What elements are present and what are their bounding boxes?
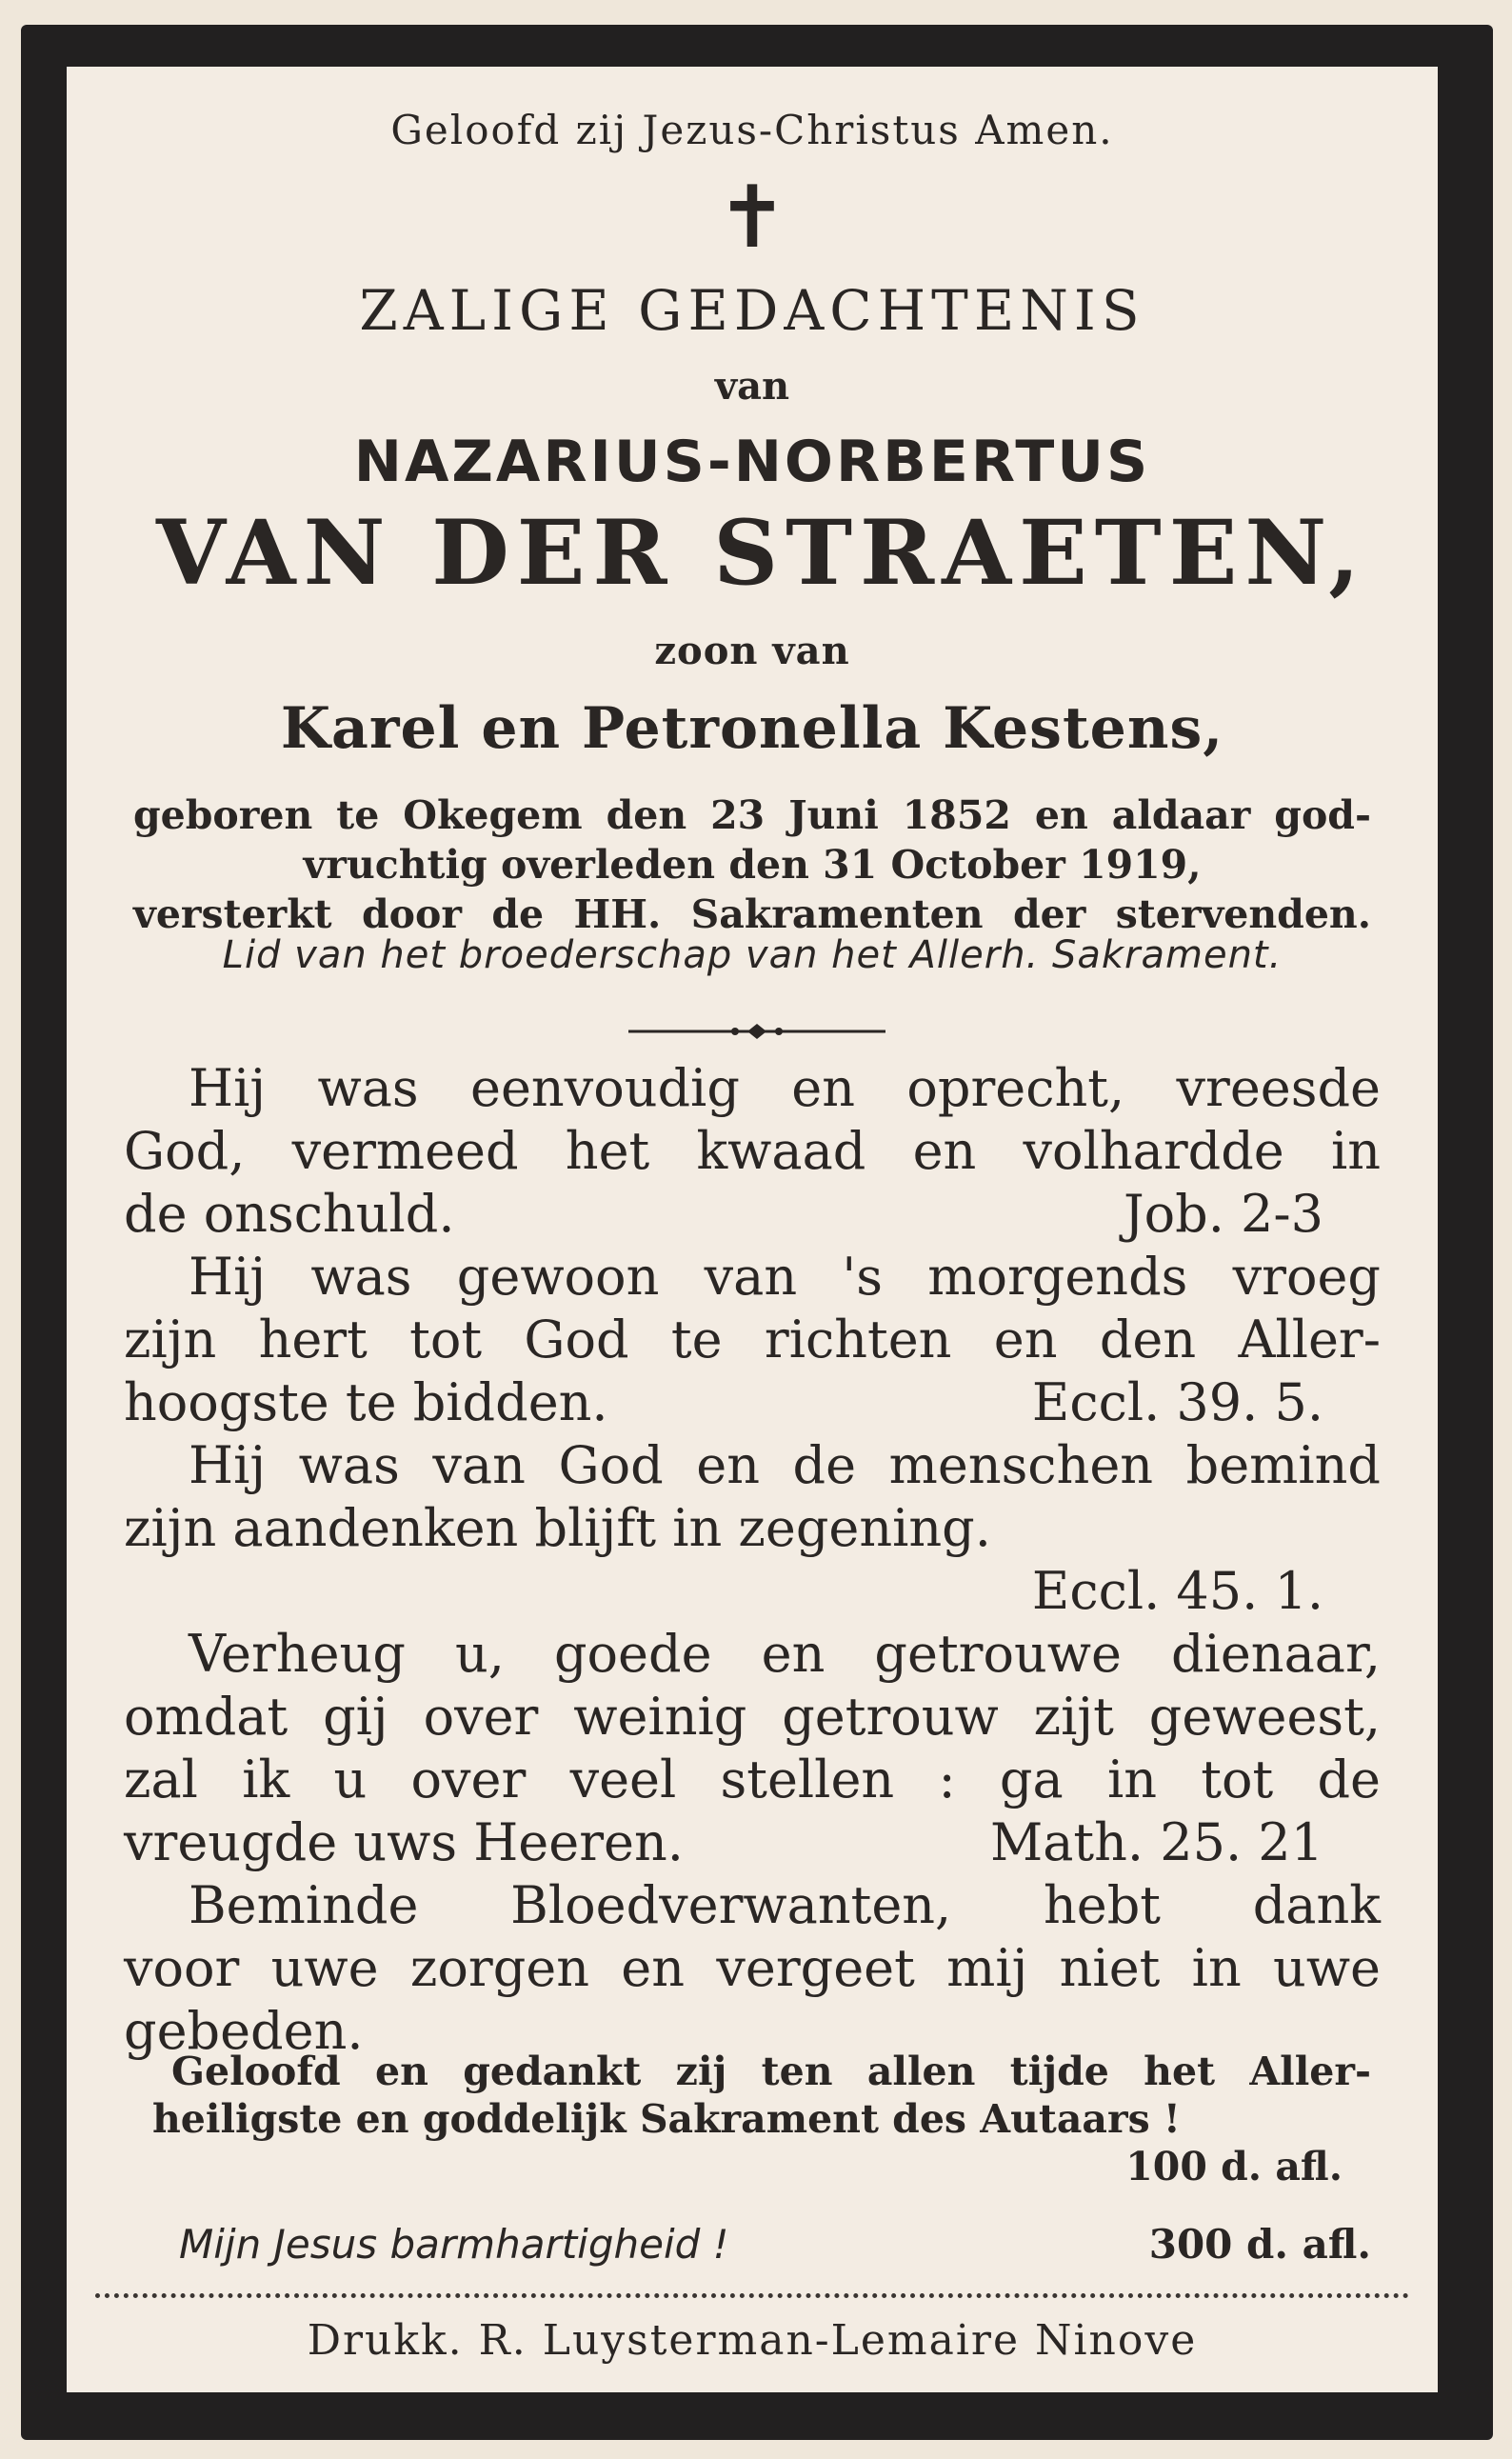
verse-line (124, 1183, 1381, 1246)
verse-line (124, 1623, 1381, 1686)
closing-line: Geloofd en gedankt zij ten allen tijde het Aller- (171, 2049, 1371, 2094)
verse-text: zijn hert tot God te richten en den Aller- (124, 1309, 1381, 1369)
mijn-jesus-prayer: Mijn Jesus barmhartigheid ! (179, 2221, 729, 2268)
indulgence-100: 100 d. afl. (1125, 2144, 1343, 2189)
verse-text: vreugde uws Heeren. (124, 1812, 684, 1872)
verse-text: de onschuld. (124, 1184, 455, 1244)
invocation: Geloofd zij Jezus-Christus Amen. (390, 107, 1114, 153)
verse-text: omdat gij over weinig getrouw zijt geweest, (124, 1687, 1381, 1747)
verse-text: Verheug u, goede en getrouwe dienaar, (189, 1624, 1381, 1684)
verse-line (124, 1811, 1381, 1874)
verse-line (124, 1246, 1381, 1309)
scripture-reference: Math. 25. 21 (989, 1812, 1323, 1872)
verse-line (124, 1371, 1381, 1434)
mijn-jesus-row (179, 2221, 1371, 2274)
verse-text: Hij was eenvoudig en oprecht, vreesde (189, 1058, 1381, 1118)
brotherhood-note: Lid van het broederschap van het Allerh. Sakrament. (222, 933, 1283, 977)
verse-text: zijn aandenken blijft in zegening. (124, 1498, 991, 1558)
verse-text: gebeden. (124, 2001, 364, 2061)
verse-text: Hij was van God en de menschen bemind (189, 1435, 1381, 1495)
van-label: van (714, 364, 790, 409)
memorial-card (67, 67, 1438, 2392)
verse-line (124, 1874, 1381, 1937)
verse-text: hoogste te bidden. (124, 1372, 608, 1432)
dotted-divider (95, 2293, 1409, 2298)
first-names: NAZARIUS-NORBERTUS (353, 429, 1151, 495)
verse-text: Hij was gewoon van 's morgends vroeg (189, 1247, 1381, 1307)
verse-text: Beminde Bloedverwanten, hebt dank (189, 1875, 1381, 1935)
verse-line (124, 1749, 1381, 1811)
closing-prayer (133, 2048, 1371, 2190)
scripture-verses (124, 1057, 1381, 2063)
birth-death-line: versterkt door de HH. Sakramenten der stervenden. (133, 891, 1371, 937)
verse-text: voor uwe zorgen en vergeet mij niet in uwe (124, 1938, 1381, 1998)
cross-icon: ✝ (716, 168, 788, 268)
verse-line (124, 1686, 1381, 1749)
heading: ZALIGE GEDACHTENIS (359, 278, 1145, 343)
ornament-divider-icon (628, 1021, 885, 1042)
scripture-reference: Eccl. 39. 5. (1031, 1372, 1323, 1432)
scripture-reference: Job. 2-3 (1123, 1184, 1323, 1244)
birth-death-info (133, 790, 1371, 939)
verse-line (124, 1434, 1381, 1497)
printer-credit: Drukk. R. Luysterman-Lemaire Ninove (307, 2316, 1198, 2365)
son-of-label: zoon van (654, 629, 850, 673)
parents: Karel en Petronella Kestens, (280, 695, 1224, 762)
scripture-reference: Eccl. 45. 1. (1031, 1561, 1323, 1621)
verse-line (124, 1057, 1381, 1120)
verse-text: God, vermeed het kwaad en volhardde in (124, 1121, 1381, 1181)
birth-death-line: vruchtig overleden den 31 October 1919, (303, 842, 1202, 888)
verse-text: zal ik u over veel stellen : ga in tot de (124, 1749, 1381, 1809)
verse-line (124, 1560, 1381, 1623)
birth-death-line: geboren te Okegem den 23 Juni 1852 en aldaar god- (133, 792, 1371, 838)
closing-line: heiligste en goddelijk Sakrament des Autaars ! (152, 2096, 1181, 2142)
verse-line (124, 1120, 1381, 1183)
indulgence-300: 300 d. afl. (1148, 2221, 1371, 2268)
verse-line (124, 1497, 1381, 1560)
verse-line (124, 1309, 1381, 1371)
surname: VAN DER STRAETEN, (156, 501, 1367, 606)
verse-line (124, 1937, 1381, 2000)
